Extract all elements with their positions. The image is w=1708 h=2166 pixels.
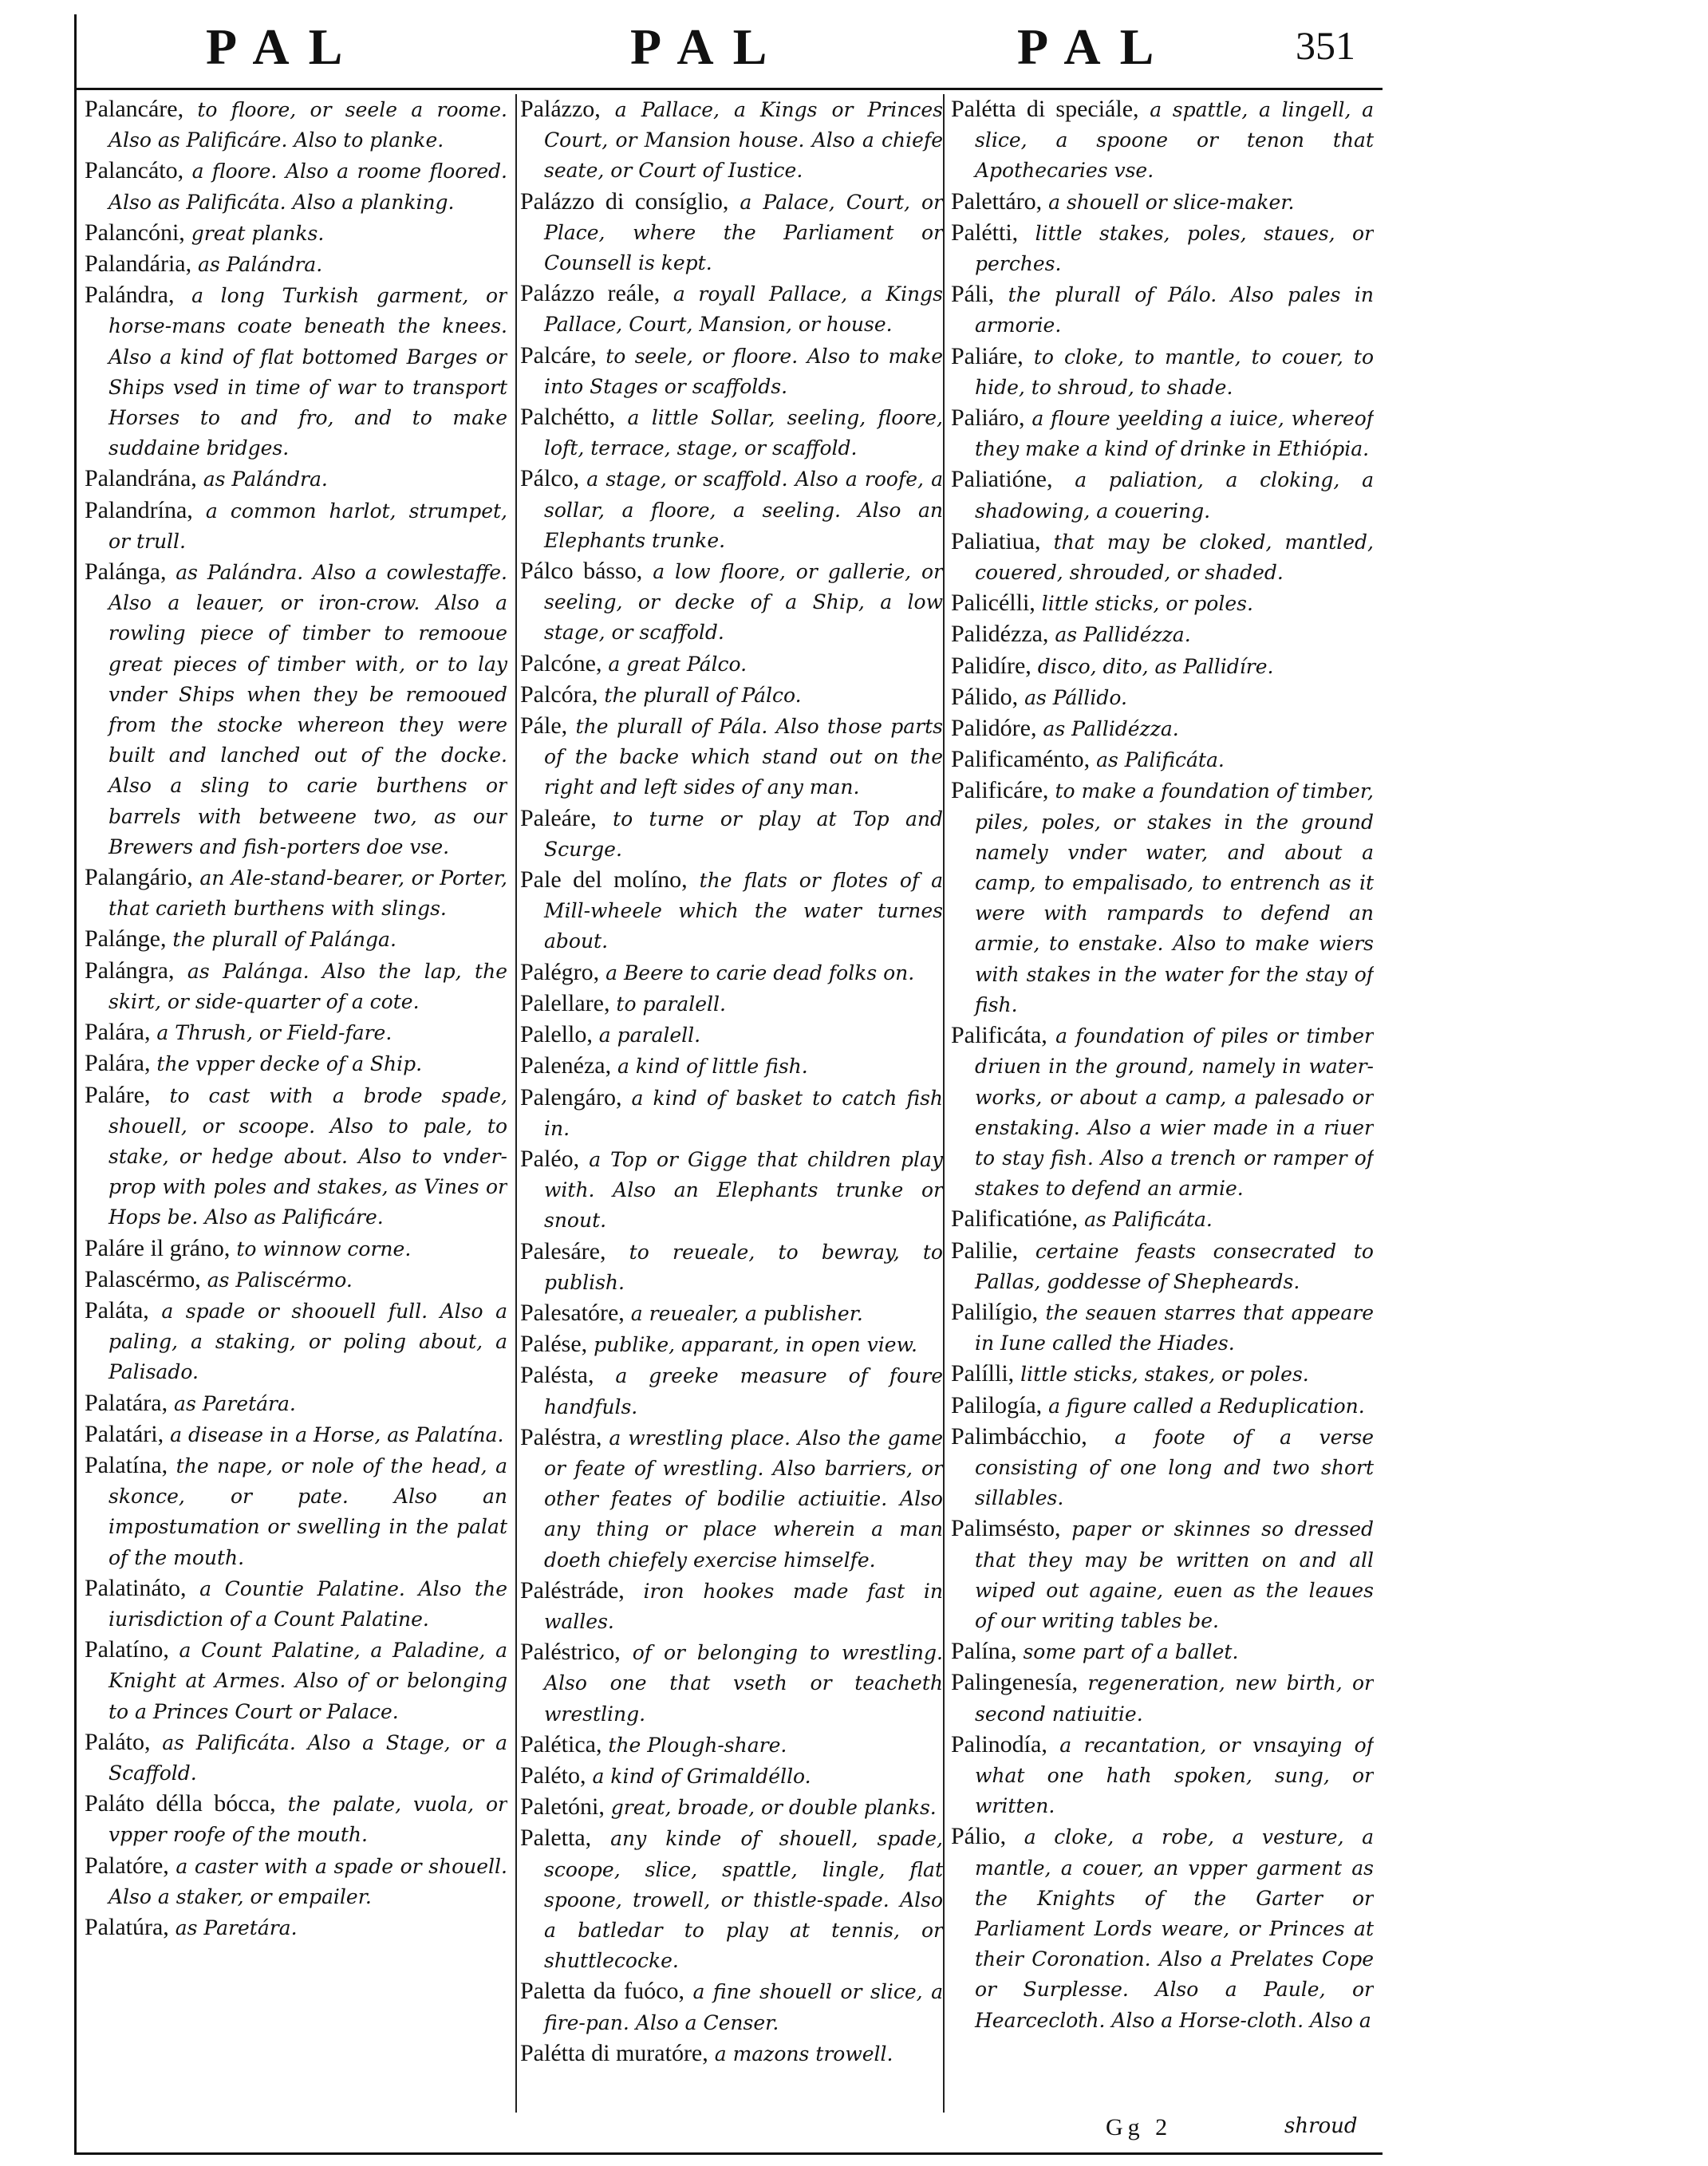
- definition: as Paretára.: [168, 1391, 296, 1415]
- definition: a figure called a Reduplication.: [1042, 1394, 1365, 1418]
- dictionary-entry: [85, 249, 507, 280]
- headword: Palinodía,: [951, 1730, 1047, 1758]
- headword: Pále,: [520, 712, 568, 740]
- column-rule: [943, 94, 945, 2113]
- headword: Palancóni,: [85, 219, 185, 246]
- headword: Palángra,: [85, 957, 175, 984]
- dictionary-entry: [85, 94, 507, 156]
- headword: Palílli,: [951, 1360, 1015, 1387]
- headword: Palingenesía,: [951, 1669, 1079, 1696]
- headword: Paliatiua,: [951, 527, 1041, 554]
- dictionary-entry: [951, 588, 1374, 619]
- definition: to seele, or floore. Also to make into Stages or scaffolds.: [544, 344, 943, 398]
- definition: a reuealer, a publisher.: [624, 1301, 863, 1325]
- headword: Paléstrico,: [520, 1639, 621, 1666]
- definition: the flats or flotes of a Mill-wheele which the water turnes about.: [544, 869, 943, 953]
- definition: to reueale, to bewray, to publish.: [544, 1240, 943, 1294]
- headword: Palancáre,: [85, 96, 184, 122]
- definition: little stakes, poles, staues, or perches.: [975, 221, 1374, 276]
- dictionary-entry: [85, 280, 507, 464]
- dictionary-entry: [951, 1821, 1374, 2035]
- dictionary-entry: [951, 619, 1374, 650]
- dictionary-entry: [951, 1422, 1374, 1514]
- definition: publike, apparant, in open view.: [587, 1333, 917, 1357]
- definition: a fine shouell or slice, a fire-pan. Also a Censer.: [544, 1980, 943, 2034]
- definition: to winnow corne.: [230, 1237, 412, 1261]
- definition: a Count Palatine, a Paladine, a Knight at Armes. Also of or belonging to a Princes Court or Palace.: [108, 1639, 507, 1723]
- headword: Palilígio,: [951, 1298, 1039, 1325]
- headword: Palética,: [520, 1730, 602, 1758]
- headword: Palatóre,: [85, 1852, 169, 1879]
- definition: a disease in a Horse, as Palatína.: [164, 1422, 504, 1446]
- definition: a little Sollar, seeling, floore, loft, terrace, stage, or scaffold.: [544, 406, 943, 460]
- dictionary-entry: [951, 527, 1374, 588]
- dictionary-entry: [951, 1391, 1374, 1422]
- headword: Palesáre,: [520, 1237, 606, 1264]
- headword: Paláto,: [85, 1728, 151, 1755]
- definition: disco, dito, as Pallidíre.: [1031, 654, 1274, 678]
- headword: Palangário,: [85, 864, 193, 891]
- dictionary-entry: [85, 1573, 507, 1635]
- dictionary-entry: [520, 957, 943, 988]
- headword: Palétta di muratóre,: [520, 2039, 708, 2066]
- headword: Palellare,: [520, 989, 610, 1016]
- dictionary-entry: [520, 1792, 943, 1823]
- dictionary-entry: [951, 1020, 1374, 1204]
- definition: a low floore, or gallerie, or seeling, or decke of a Ship, a low stage, or scaffold.: [544, 560, 943, 645]
- headword: Palimsésto,: [951, 1515, 1061, 1542]
- headword: Palára,: [85, 1050, 151, 1077]
- headword: Pálco básso,: [520, 558, 643, 585]
- definition: certaine feasts consecrated to Pallas, goddesse of Shepheards.: [975, 1239, 1374, 1293]
- headword: Palicélli,: [951, 590, 1035, 617]
- page-border-bottom: [74, 2152, 1383, 2155]
- headword: Palatíno,: [85, 1636, 169, 1663]
- definition: a Beere to carie dead folks on.: [599, 961, 915, 984]
- headword: Palétta di speciále,: [951, 96, 1139, 122]
- definition: a long Turkish garment, or horse-mans coate beneath the knees. Also a kind of flat bottomed Barges or Ships vsed in time of war to transport Horses to and fro, and to make suddaine bridges.: [108, 284, 507, 460]
- headword: Palándra,: [85, 282, 175, 309]
- dictionary-entry: [85, 495, 507, 557]
- dictionary-entry: [520, 1422, 943, 1576]
- definition: the nape, or nole of the head, a skonce, or pate. Also an impostumation or swelling in the palat of the mouth.: [108, 1454, 507, 1569]
- definition: a paralell.: [592, 1024, 701, 1047]
- definition: as Paretára.: [168, 1915, 298, 1939]
- headword: Paléo,: [520, 1145, 580, 1172]
- headword: Palidézza,: [951, 621, 1049, 648]
- headword: Palengáro,: [520, 1083, 622, 1111]
- headword: Palánge,: [85, 925, 167, 953]
- dictionary-entry: [520, 680, 943, 711]
- headword: Paléto,: [520, 1762, 586, 1789]
- dictionary-entry: [520, 1637, 943, 1730]
- dictionary-entry: [520, 711, 943, 803]
- headword: Pálco,: [520, 465, 580, 492]
- headword: Paliatióne,: [951, 466, 1053, 493]
- headword: Palificatióne,: [951, 1205, 1079, 1233]
- dictionary-entry: [520, 1298, 943, 1329]
- dictionary-entry: [520, 865, 943, 957]
- dictionary-entry: [951, 651, 1374, 682]
- signature-mark: Gg 2: [1106, 2114, 1173, 2140]
- headword: Palésta,: [520, 1362, 594, 1389]
- definition: as Palificáta.: [1090, 748, 1225, 772]
- definition: the plurall of Pálo. Also pales in armorie.: [975, 283, 1374, 337]
- definition: as Pallidézza.: [1048, 623, 1191, 647]
- definition: a caster with a spade or shouell. Also a staker, or empailer.: [108, 1854, 507, 1908]
- headword: Paletóni,: [520, 1793, 605, 1821]
- definition: a shouell or slice-maker.: [1042, 190, 1295, 214]
- dictionary-entry: [520, 1051, 943, 1082]
- definition: that may be cloked, mantled, couered, shrouded, or shaded.: [975, 530, 1374, 585]
- headword: Palilogía,: [951, 1391, 1043, 1418]
- headword: Palázzo reále,: [520, 280, 661, 307]
- dictionary-entry: [85, 924, 507, 955]
- running-head-right: PAL: [1017, 18, 1174, 75]
- definition: a paliation, a cloking, a shadowing, a couering.: [975, 468, 1374, 523]
- definition: the plurall of Palánga.: [166, 928, 396, 952]
- dictionary-entry: [520, 1020, 943, 1051]
- headword: Palcáre,: [520, 341, 597, 369]
- definition: an Ale-stand-bearer, or Porter, that carieth burthens with slings.: [108, 866, 507, 921]
- dictionary-entry: [520, 1144, 943, 1237]
- definition: a floore. Also a roome floored. Also as Palificáta. Also a planking.: [108, 160, 507, 214]
- definition: the plurall of Pála. Also those parts of the backe which stand out on the right and left sides of any man.: [544, 715, 943, 799]
- dictionary-entry: [951, 94, 1374, 187]
- headword: Palificaménto,: [951, 746, 1091, 773]
- dictionary-entry: [520, 94, 943, 187]
- headword: Palificáta,: [951, 1022, 1047, 1049]
- headword: Paletta da fuóco,: [520, 1978, 684, 2005]
- headword: Palcóne,: [520, 649, 602, 677]
- definition: to turne or play at Top and Scurge.: [544, 807, 943, 861]
- definition: a royall Pallace, a Kings Pallace, Court, Mansion, or house.: [544, 282, 943, 337]
- headword: Pálido,: [951, 683, 1019, 710]
- definition: a great Pálco.: [602, 652, 747, 676]
- headword: Palilie,: [951, 1237, 1019, 1264]
- dictionary-entry: [85, 862, 507, 924]
- definition: of or belonging to wrestling. Also one that vseth or teacheth wrestling.: [544, 1641, 943, 1726]
- definition: as Palificáta.: [1078, 1208, 1213, 1232]
- dictionary-entry: [520, 1237, 943, 1298]
- definition: to floore, or seele a roome. Also as Palificáre. Also to planke.: [108, 98, 507, 152]
- definition: a kind of little fish.: [611, 1055, 808, 1079]
- definition: a common harlot, strumpet, or trull.: [108, 499, 507, 553]
- definition: to cloke, to mantle, to couer, to hide, to shroud, to shade.: [975, 345, 1374, 399]
- catchword: shroud: [1284, 2114, 1358, 2138]
- dictionary-entry: [520, 1823, 943, 1976]
- headword: Paliáre,: [951, 342, 1024, 369]
- headword: Palcóra,: [520, 681, 598, 708]
- dictionary-entry: [85, 1789, 507, 1850]
- headword: Palánga,: [85, 558, 167, 586]
- dictionary-entry: [85, 557, 507, 862]
- definition: as Palándra.: [196, 468, 328, 491]
- dictionary-entry: [951, 744, 1374, 775]
- running-head-left: PAL: [206, 18, 362, 75]
- dictionary-entry: [951, 775, 1374, 1020]
- headword: Palificáre,: [951, 777, 1049, 804]
- dictionary-entry: [85, 1017, 507, 1048]
- dictionary-entry: [520, 1083, 943, 1144]
- definition: a Top or Gigge that children play with. Also an Elephants trunke or snout.: [544, 1147, 943, 1233]
- headword: Palello,: [520, 1021, 593, 1048]
- definition: as Palándra.: [191, 253, 323, 277]
- dictionary-entry: [951, 403, 1374, 464]
- definition: a recantation, or vnsaying of what one hath spoken, sung, or written.: [975, 1733, 1374, 1818]
- definition: any kinde of shouell, spade, scoope, slice, spattle, lingle, flat spoone, trowell, or thistle-spade. Also a batledar to play at tennis, or shuttlecocke.: [544, 1827, 943, 1973]
- dictionary-entry: [951, 682, 1374, 713]
- dictionary-entry: [85, 956, 507, 1017]
- definition: a spade or shoouell full. Also a paling, a staking, or poling about, a Palisado.: [108, 1299, 507, 1384]
- definition: as Paliscérmo.: [200, 1268, 353, 1292]
- definition: as Pállido.: [1018, 685, 1127, 709]
- dictionary-entry: [951, 1297, 1374, 1359]
- headword: Paláta,: [85, 1296, 149, 1324]
- headword: Palesatóre,: [520, 1299, 625, 1326]
- definition: the seauen starres that appeare in Iune called the Hiades.: [975, 1300, 1374, 1355]
- column-2: [520, 94, 943, 2121]
- headword: Paláre il gráno,: [85, 1234, 231, 1261]
- headword: Paléstráde,: [520, 1576, 625, 1604]
- headword: Pálio,: [951, 1823, 1007, 1850]
- dictionary-entry: [951, 187, 1374, 218]
- headword: Palidíre,: [951, 652, 1032, 679]
- definition: little sticks, stakes, or poles.: [1014, 1363, 1309, 1387]
- definition: a Countie Palatine. Also the iurisdiction of a Count Palatine.: [108, 1576, 507, 1631]
- dictionary-entry: [85, 464, 507, 495]
- headword: Palandária,: [85, 251, 192, 278]
- headword: Paláre,: [85, 1081, 151, 1108]
- definition: to make a foundation of timber, piles, poles, or stakes in the ground namely vnder water, and about a camp, to empalisado, to entrench as it were with rampards to defend an armie, to enstake. Also to make wiers with stakes in the water for the stay of fish.: [975, 779, 1374, 1016]
- dictionary-entry: [951, 279, 1374, 341]
- dictionary-entry: [520, 556, 943, 649]
- dictionary-entry: [85, 156, 507, 217]
- dictionary-entry: [520, 464, 943, 556]
- dictionary-entry: [520, 1576, 943, 1637]
- dictionary-entry: [520, 1761, 943, 1792]
- dictionary-entry: [520, 1329, 943, 1360]
- definition: to cast with a brode spade, shouell, or scoope. Also to pale, to stake, or hedge about. Also to vnder-prop with poles and stakes, as Vines or Hops be. Also as Palificáre.: [108, 1083, 507, 1229]
- headword: Palimbácchio,: [951, 1422, 1087, 1450]
- definition: a Palace, Court, or Place, where the Parliament or Counsell is kept.: [544, 190, 943, 275]
- dictionary-entry: [520, 803, 943, 865]
- headword: Palettáro,: [951, 187, 1043, 215]
- headword: Palatináto,: [85, 1574, 187, 1601]
- headword: Palétti,: [951, 219, 1019, 246]
- headword: Palascérmo,: [85, 1265, 201, 1292]
- dictionary-entry: [520, 1360, 943, 1422]
- definition: the palate, vuola, or vpper roofe of the mouth.: [108, 1793, 507, 1847]
- definition: the vpper decke of a Ship.: [150, 1052, 423, 1076]
- dictionary-entry: [951, 1513, 1374, 1636]
- headword: Palatára,: [85, 1389, 168, 1416]
- headword: Paliáro,: [951, 404, 1025, 432]
- dictionary-entry: [951, 1204, 1374, 1235]
- headword: Palatúra,: [85, 1913, 169, 1940]
- definition: as Palánga. Also the lap, the skirt, or side-quarter of a cote.: [108, 959, 507, 1013]
- dictionary-entry: [520, 187, 943, 279]
- dictionary-entry: [85, 1048, 507, 1079]
- definition: a kind of basket to catch fish in.: [544, 1086, 943, 1140]
- dictionary-entry: [520, 402, 943, 464]
- definition: a mazons trowell.: [708, 2042, 893, 2065]
- definition: as Palificáta. Also a Stage, or a Scaffold.: [108, 1730, 507, 1785]
- dictionary-entry: [951, 1667, 1374, 1729]
- headword: Palína,: [951, 1638, 1017, 1665]
- dictionary-entry: [951, 464, 1374, 526]
- dictionary-entry: [85, 1851, 507, 1912]
- headword: Paléstra,: [520, 1423, 602, 1450]
- header-rule: [74, 88, 1383, 90]
- dictionary-entry: [951, 218, 1374, 279]
- headword: Palchétto,: [520, 404, 616, 431]
- definition: a stage, or scaffold. Also a roofe, a sollar, a floore, a seeling. Also an Elephants trunke.: [544, 468, 943, 552]
- headword: Palése,: [520, 1331, 588, 1358]
- headword: Pale del molíno,: [520, 866, 688, 894]
- column-1: [85, 94, 507, 2121]
- definition: a spattle, a lingell, a slice, a spoone or tenon that Apothecaries vse.: [975, 98, 1374, 183]
- definition: a floure yeelding a iuice, whereof they make a kind of drinke in Ethiópia.: [975, 407, 1374, 461]
- headword: Palatína,: [85, 1451, 168, 1478]
- definition: regeneration, new birth, or second natiuitie.: [975, 1671, 1374, 1726]
- column-rule: [515, 94, 517, 2113]
- dictionary-entry: [520, 1976, 943, 2038]
- definition: as Palándra. Also a cowlestaffe. Also a leauer, or iron-crow. Also a rowling piece of timber to remooue great pieces of timber with, or to lay vnder Ships when they be remooued from the stocke whereon they were built and lanched out of the docke. Also a sling to carie burthens or barrels with betweene two, as our Brewers and fish-porters doe vse.: [108, 561, 507, 858]
- definition: a Thrush, or Field-fare.: [150, 1021, 392, 1045]
- headword: Paletta,: [520, 1825, 592, 1852]
- definition: a foundation of piles or timber driuen in the ground, namely in water-works, or about a camp, a palesado or enstaking. Also a wier made in a riuer to stay fish. Also a trench or ramper of stakes to defend an armie.: [975, 1024, 1374, 1201]
- dictionary-entry: [85, 1450, 507, 1573]
- dictionary-entry: [951, 1236, 1374, 1297]
- definition: a greeke measure of foure handfuls.: [544, 1364, 943, 1418]
- dictionary-entry: [85, 1727, 507, 1789]
- column-3: [951, 94, 1374, 2121]
- headword: Paleáre,: [520, 804, 597, 831]
- headword: Palidóre,: [951, 715, 1037, 742]
- page-border-left: [74, 14, 77, 2152]
- definition: the plurall of Pálco.: [598, 683, 802, 707]
- dictionary-entry: [85, 1264, 507, 1296]
- headword: Palenéza,: [520, 1052, 612, 1079]
- dictionary-entry: [85, 1296, 507, 1388]
- headword: Palatári,: [85, 1420, 164, 1447]
- dictionary-entry: [951, 713, 1374, 744]
- dictionary-entry: [520, 1730, 943, 1761]
- headword: Páli,: [951, 281, 995, 308]
- page-number: 351: [1296, 23, 1355, 68]
- dictionary-entry: [951, 341, 1374, 403]
- dictionary-entry: [951, 1636, 1374, 1667]
- dictionary-entry: [85, 1388, 507, 1419]
- dictionary-entry: [951, 1359, 1374, 1390]
- dictionary-entry: [85, 1233, 507, 1264]
- definition: to paralell.: [609, 992, 726, 1016]
- dictionary-entry: [85, 1635, 507, 1727]
- definition: a Pallace, a Kings or Princes Court, or Mansion house. Also a chiefe seate, or Court of Iustice.: [544, 98, 943, 183]
- headword: Paláto délla bócca,: [85, 1790, 276, 1817]
- dictionary-entry: [520, 988, 943, 1020]
- definition: a cloke, a robe, a vesture, a mantle, a couer, an vpper garment as the Knights of the Garter or Parliament Lords weare, or Princes at their Coronation. Also a Prelates Cope or Surplesse. Also a Paule, or Hearcecloth. Also a Horse-cloth. Also a: [975, 1825, 1374, 2032]
- definition: a kind of Grimaldéllo.: [586, 1764, 811, 1788]
- definition: paper or skinnes so dressed that they may be written on and all wiped out againe, euen as the leaues of our writing tables be.: [975, 1517, 1374, 1632]
- headword: Palandrína,: [85, 496, 193, 523]
- definition: great, broade, or double planks.: [604, 1796, 937, 1820]
- definition: great planks.: [184, 221, 325, 245]
- dictionary-entry: [85, 1912, 507, 1943]
- definition: a wrestling place. Also the game or feate of wrestling. Also barriers, or other feates of bodilie actiuitie. Also any thing or place wherein a man doeth chiefely exercise himselfe.: [544, 1426, 943, 1572]
- dictionary-entry: [85, 218, 507, 249]
- definition: a foote of a verse consisting of one long and two short sillables.: [975, 1425, 1374, 1510]
- dictionary-entry: [520, 278, 943, 340]
- dictionary-entry: [520, 649, 943, 680]
- headword: Palázzo,: [520, 96, 601, 122]
- running-head-middle: PAL: [630, 18, 787, 75]
- headword: Palázzo di consíglio,: [520, 187, 729, 215]
- dictionary-entry: [520, 341, 943, 402]
- definition: little sticks, or poles.: [1035, 592, 1253, 616]
- dictionary-entry: [951, 1730, 1374, 1822]
- headword: Palancáto,: [85, 157, 184, 184]
- definition: the Plough-share.: [602, 1733, 787, 1757]
- definition: iron hookes made fast in walles.: [544, 1579, 943, 1633]
- headword: Palandrána,: [85, 465, 197, 492]
- headword: Palára,: [85, 1019, 151, 1046]
- dictionary-entry: [85, 1080, 507, 1233]
- dictionary-entry: [520, 2038, 943, 2069]
- definition: some part of a ballet.: [1016, 1640, 1239, 1664]
- definition: as Pallidézza.: [1036, 717, 1179, 741]
- dictionary-entry: [85, 1419, 507, 1450]
- headword: Palégro,: [520, 958, 600, 985]
